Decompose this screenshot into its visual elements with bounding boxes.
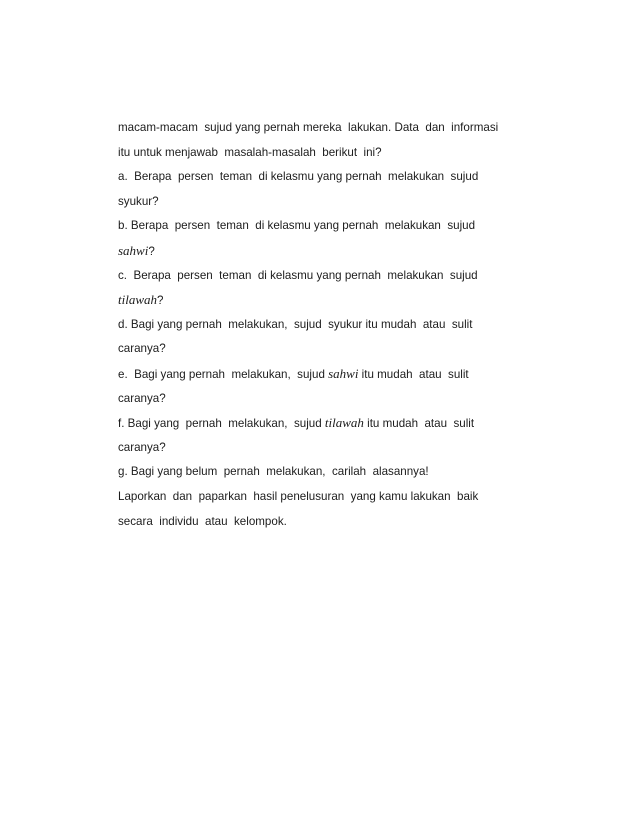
italic-term: tilawah [118, 292, 158, 308]
text-line [118, 463, 538, 488]
text-segment: a. Berapa persen teman di kelasmu yang pernah melakukan sujud [118, 170, 479, 184]
text-segment: ? [157, 294, 164, 308]
text-segment: secara individu atau kelompok. [118, 514, 287, 528]
text-line [118, 390, 538, 415]
italic-term: tilawah [324, 415, 364, 431]
text-segment: c. Berapa persen teman di kelasmu yang pernah melakukan sujud [118, 268, 478, 282]
text-line [118, 488, 538, 513]
text-line [118, 365, 538, 390]
text-segment: f. Bagi yang pernah melakukan, sujud [118, 417, 325, 431]
text-segment: b. Berapa persen teman di kelasmu yang pernah melakukan sujud [118, 219, 476, 233]
text-segment: itu mudah atau sulit [363, 417, 475, 431]
text-line [118, 144, 538, 169]
text-segment: macam-macam sujud yang pernah mereka lakukan. Data dan informasi [118, 121, 499, 134]
text-segment: d. Bagi yang pernah melakukan, sujud syukur itu mudah atau sulit [118, 317, 473, 331]
text-line [118, 267, 538, 292]
italic-term: sahwi [118, 242, 149, 258]
text-segment: syukur? [118, 194, 159, 208]
text-line [118, 340, 538, 365]
text-segment: caranya? [118, 440, 166, 454]
text-segment: Laporkan dan paparkan hasil penelusuran yang kamu lakukan baik [118, 489, 479, 503]
text-segment: caranya? [118, 391, 166, 405]
italic-term: sahwi [328, 365, 359, 381]
text-line [118, 414, 538, 439]
text-line [118, 217, 538, 242]
text-line [118, 242, 538, 267]
text-segment: itu mudah atau sulit [358, 367, 469, 381]
text-line [118, 513, 538, 538]
text-line [118, 316, 538, 341]
text-segment: caranya? [118, 342, 166, 356]
text-segment: g. Bagi yang belum pernah melakukan, carilah alasannya! [118, 465, 429, 479]
text-segment: ? [148, 244, 155, 258]
text-line [118, 193, 538, 218]
text-line [118, 168, 538, 193]
text-line [118, 119, 538, 144]
text-line [118, 439, 538, 464]
document-body [118, 119, 538, 537]
text-segment: e. Bagi yang pernah melakukan, sujud [118, 367, 329, 381]
text-segment: itu untuk menjawab masalah-masalah berikut ini? [118, 145, 382, 159]
text-line [118, 291, 538, 316]
